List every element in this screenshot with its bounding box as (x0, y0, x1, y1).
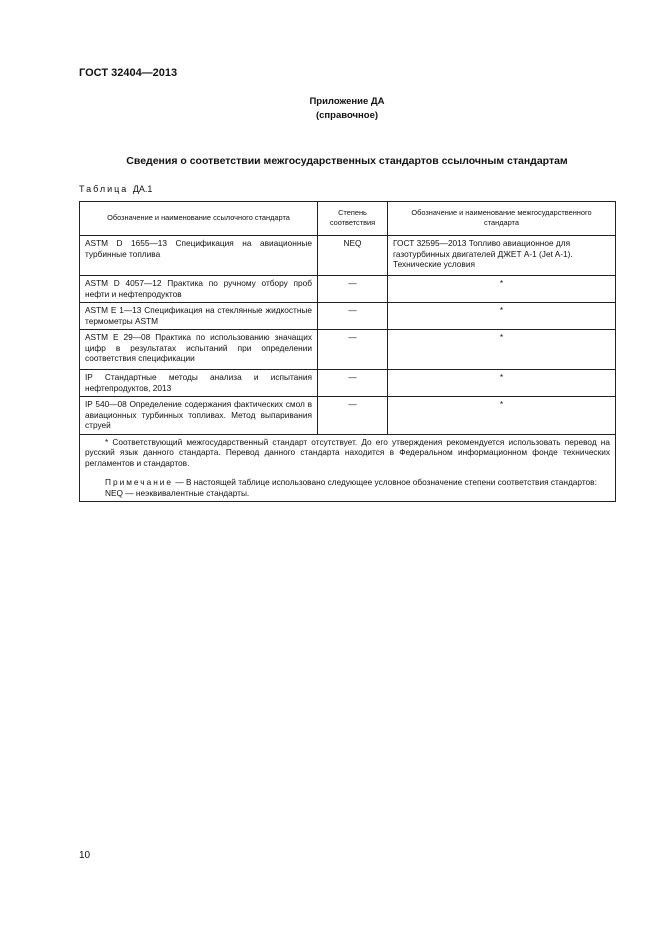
table-row (80, 330, 616, 370)
degree-cell: — (318, 303, 388, 330)
note-text (85, 477, 610, 488)
table-header-row (80, 202, 616, 236)
reference-standard-cell: IP 540—08 Определение содержания фактических смол в авиационных турбинных топливах. Метод выпаривания струей (80, 397, 318, 435)
interstate-standard-cell: * (388, 276, 616, 303)
interstate-standard-cell: * (388, 330, 616, 370)
table-footnotes (80, 434, 616, 502)
reference-standard-cell: ASTM E 1—13 Спецификация на стеклянные жидкостные термометры ASTM (80, 303, 318, 330)
note-label: Примечание (105, 477, 174, 487)
table-row (80, 276, 616, 303)
reference-standard-cell: ASTM D 1655—13 Спецификация на авиационные турбинные топлива (80, 236, 318, 276)
note-body: — В настоящей таблице использовано следующее условное обозначение степени соответствия стандартов: (175, 477, 597, 487)
table-caption (79, 184, 152, 194)
document-header: ГОСТ 32404—2013 (79, 67, 178, 79)
degree-cell: — (318, 330, 388, 370)
footnote-text: * Соответствующий межгосударственный стандарт отсутствует. До его утверждения рекомендуется использовать перевод на русский язык данного стандарта. Перевод данного стандарта находится в Федеральном информационном фонде технических регламентов и стандартов. (85, 436, 610, 468)
section-title: Сведения о соответствии межгосударственных стандартов ссылочным стандартам (126, 155, 568, 167)
interstate-standard-cell: * (388, 397, 616, 435)
degree-cell: — (318, 370, 388, 397)
header-degree: Степень соответствия (318, 202, 388, 236)
table-footer-row (80, 434, 616, 502)
interstate-standard-cell: * (388, 303, 616, 330)
table-caption-word: Таблица (79, 184, 129, 194)
appendix-heading (0, 95, 661, 123)
page-number: 10 (79, 850, 91, 861)
table-row (80, 236, 616, 276)
interstate-standard-cell: * (388, 370, 616, 397)
table-row (80, 370, 616, 397)
degree-cell: — (318, 397, 388, 435)
reference-standard-cell: IP Стандартные методы анализа и испытания нефтепродуктов, 2013 (80, 370, 318, 397)
appendix-subtitle: (справочное) (315, 110, 379, 121)
reference-standard-cell: ASTM E 29—08 Практика по использованию значащих цифр в результатах испытаний при определении соответствия спецификации (80, 330, 318, 370)
table-row (80, 303, 616, 330)
table-caption-number: ДА.1 (132, 184, 153, 194)
degree-cell: NEQ (318, 236, 388, 276)
note-definition: NEQ — неэквивалентные стандарты. (105, 487, 250, 498)
interstate-standard-cell: ГОСТ 32595—2013 Топливо авиационное для газотурбинных двигателей ДЖЕТ А-1 (Jet A-1). Технические условия (388, 236, 616, 276)
appendix-title: Приложение ДА (309, 96, 385, 107)
correspondence-table (79, 201, 616, 502)
reference-standard-cell: ASTM D 4057—12 Практика по ручному отбору проб нефти и нефтепродуктов (80, 276, 318, 303)
table-row (80, 397, 616, 435)
header-interstate-standard: Обозначение и наименование межгосударственного стандарта (388, 202, 616, 236)
degree-cell: — (318, 276, 388, 303)
header-reference-standard: Обозначение и наименование ссылочного стандарта (80, 202, 318, 236)
